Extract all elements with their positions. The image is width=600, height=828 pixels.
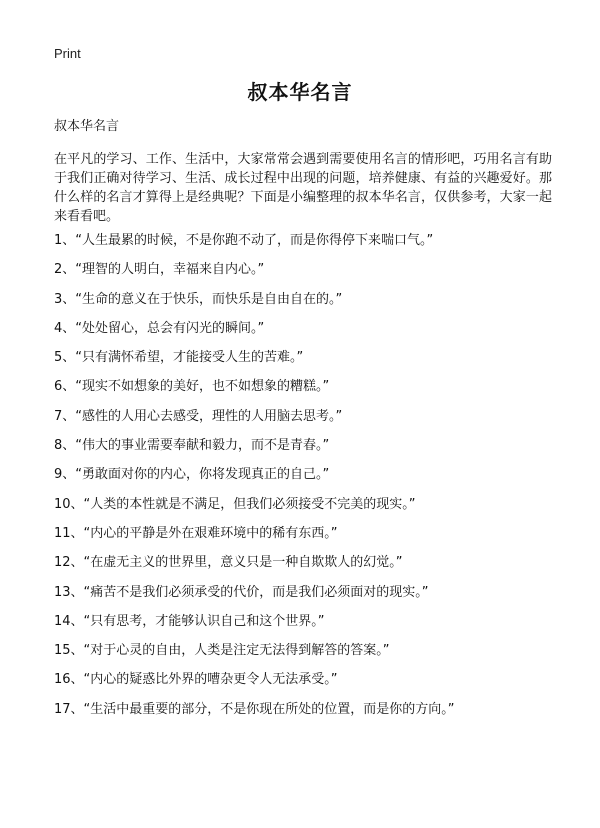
quote-item: 3、“生命的意义在于快乐，而快乐是自由自在的。” (54, 291, 343, 307)
quote-item: 14、“只有思考，才能够认识自己和这个世界。” (54, 613, 325, 629)
quote-item: 2、“理智的人明白，幸福来自内心。” (54, 262, 265, 278)
quote-item: 10、“人类的本性就是不满足，但我们必须接受不完美的现实。” (54, 496, 416, 512)
quote-item: 17、“生活中最重要的部分，不是你现在所处的位置，而是你的方向。” (54, 701, 455, 717)
quote-item: 7、“感性的人用心去感受，理性的人用脑去思考。” (54, 408, 343, 424)
page-title: 叔本华名言 (247, 80, 353, 104)
quote-item: 1、“人生最累的时候，不是你跑不动了，而是你得停下来喘口气。” (54, 233, 434, 248)
quote-item: 16、“内心的疑惑比外界的嘈杂更令人无法承受。” (54, 672, 338, 688)
quote-item: 11、“内心的平静是外在艰难环境中的稀有东西。” (54, 525, 338, 541)
quote-item: 6、“现实不如想象的美好，也不如想象的糟糕。” (54, 379, 330, 395)
quote-item: 4、“处处留心，总会有闪光的瞬间。” (54, 320, 265, 336)
quote-list (54, 230, 554, 728)
intro-paragraph: 在平凡的学习、工作、生活中，大家常常会遇到需要使用名言的情形吧，巧用名言有助于我们正确对待学习、生活、成长过程中出现的问题，培养健康、有益的兴趣爱好。那什么样的名言才算得上是经典呢？下面是小编整理的叔本华名言，仅供参考，大家一起来看看吧。 (54, 152, 552, 224)
quote-item: 8、“伟大的事业需要奉献和毅力，而不是青春。” (54, 438, 330, 454)
print-label: Print (54, 46, 81, 61)
quote-item: 12、“在虚无主义的世界里，意义只是一种自欺欺人的幻觉。” (54, 555, 403, 571)
document-subtitle: 叔本华名言 (54, 119, 120, 134)
quote-item: 9、“勇敢面对你的内心，你将发现真正的自己。” (54, 467, 330, 483)
quote-item: 5、“只有满怀希望，才能接受人生的苦难。” (54, 350, 304, 366)
quote-item: 15、“对于心灵的自由，人类是注定无法得到解答的答案。” (54, 643, 390, 659)
quote-item: 13、“痛苦不是我们必须承受的代价，而是我们必须面对的现实。” (54, 584, 429, 600)
